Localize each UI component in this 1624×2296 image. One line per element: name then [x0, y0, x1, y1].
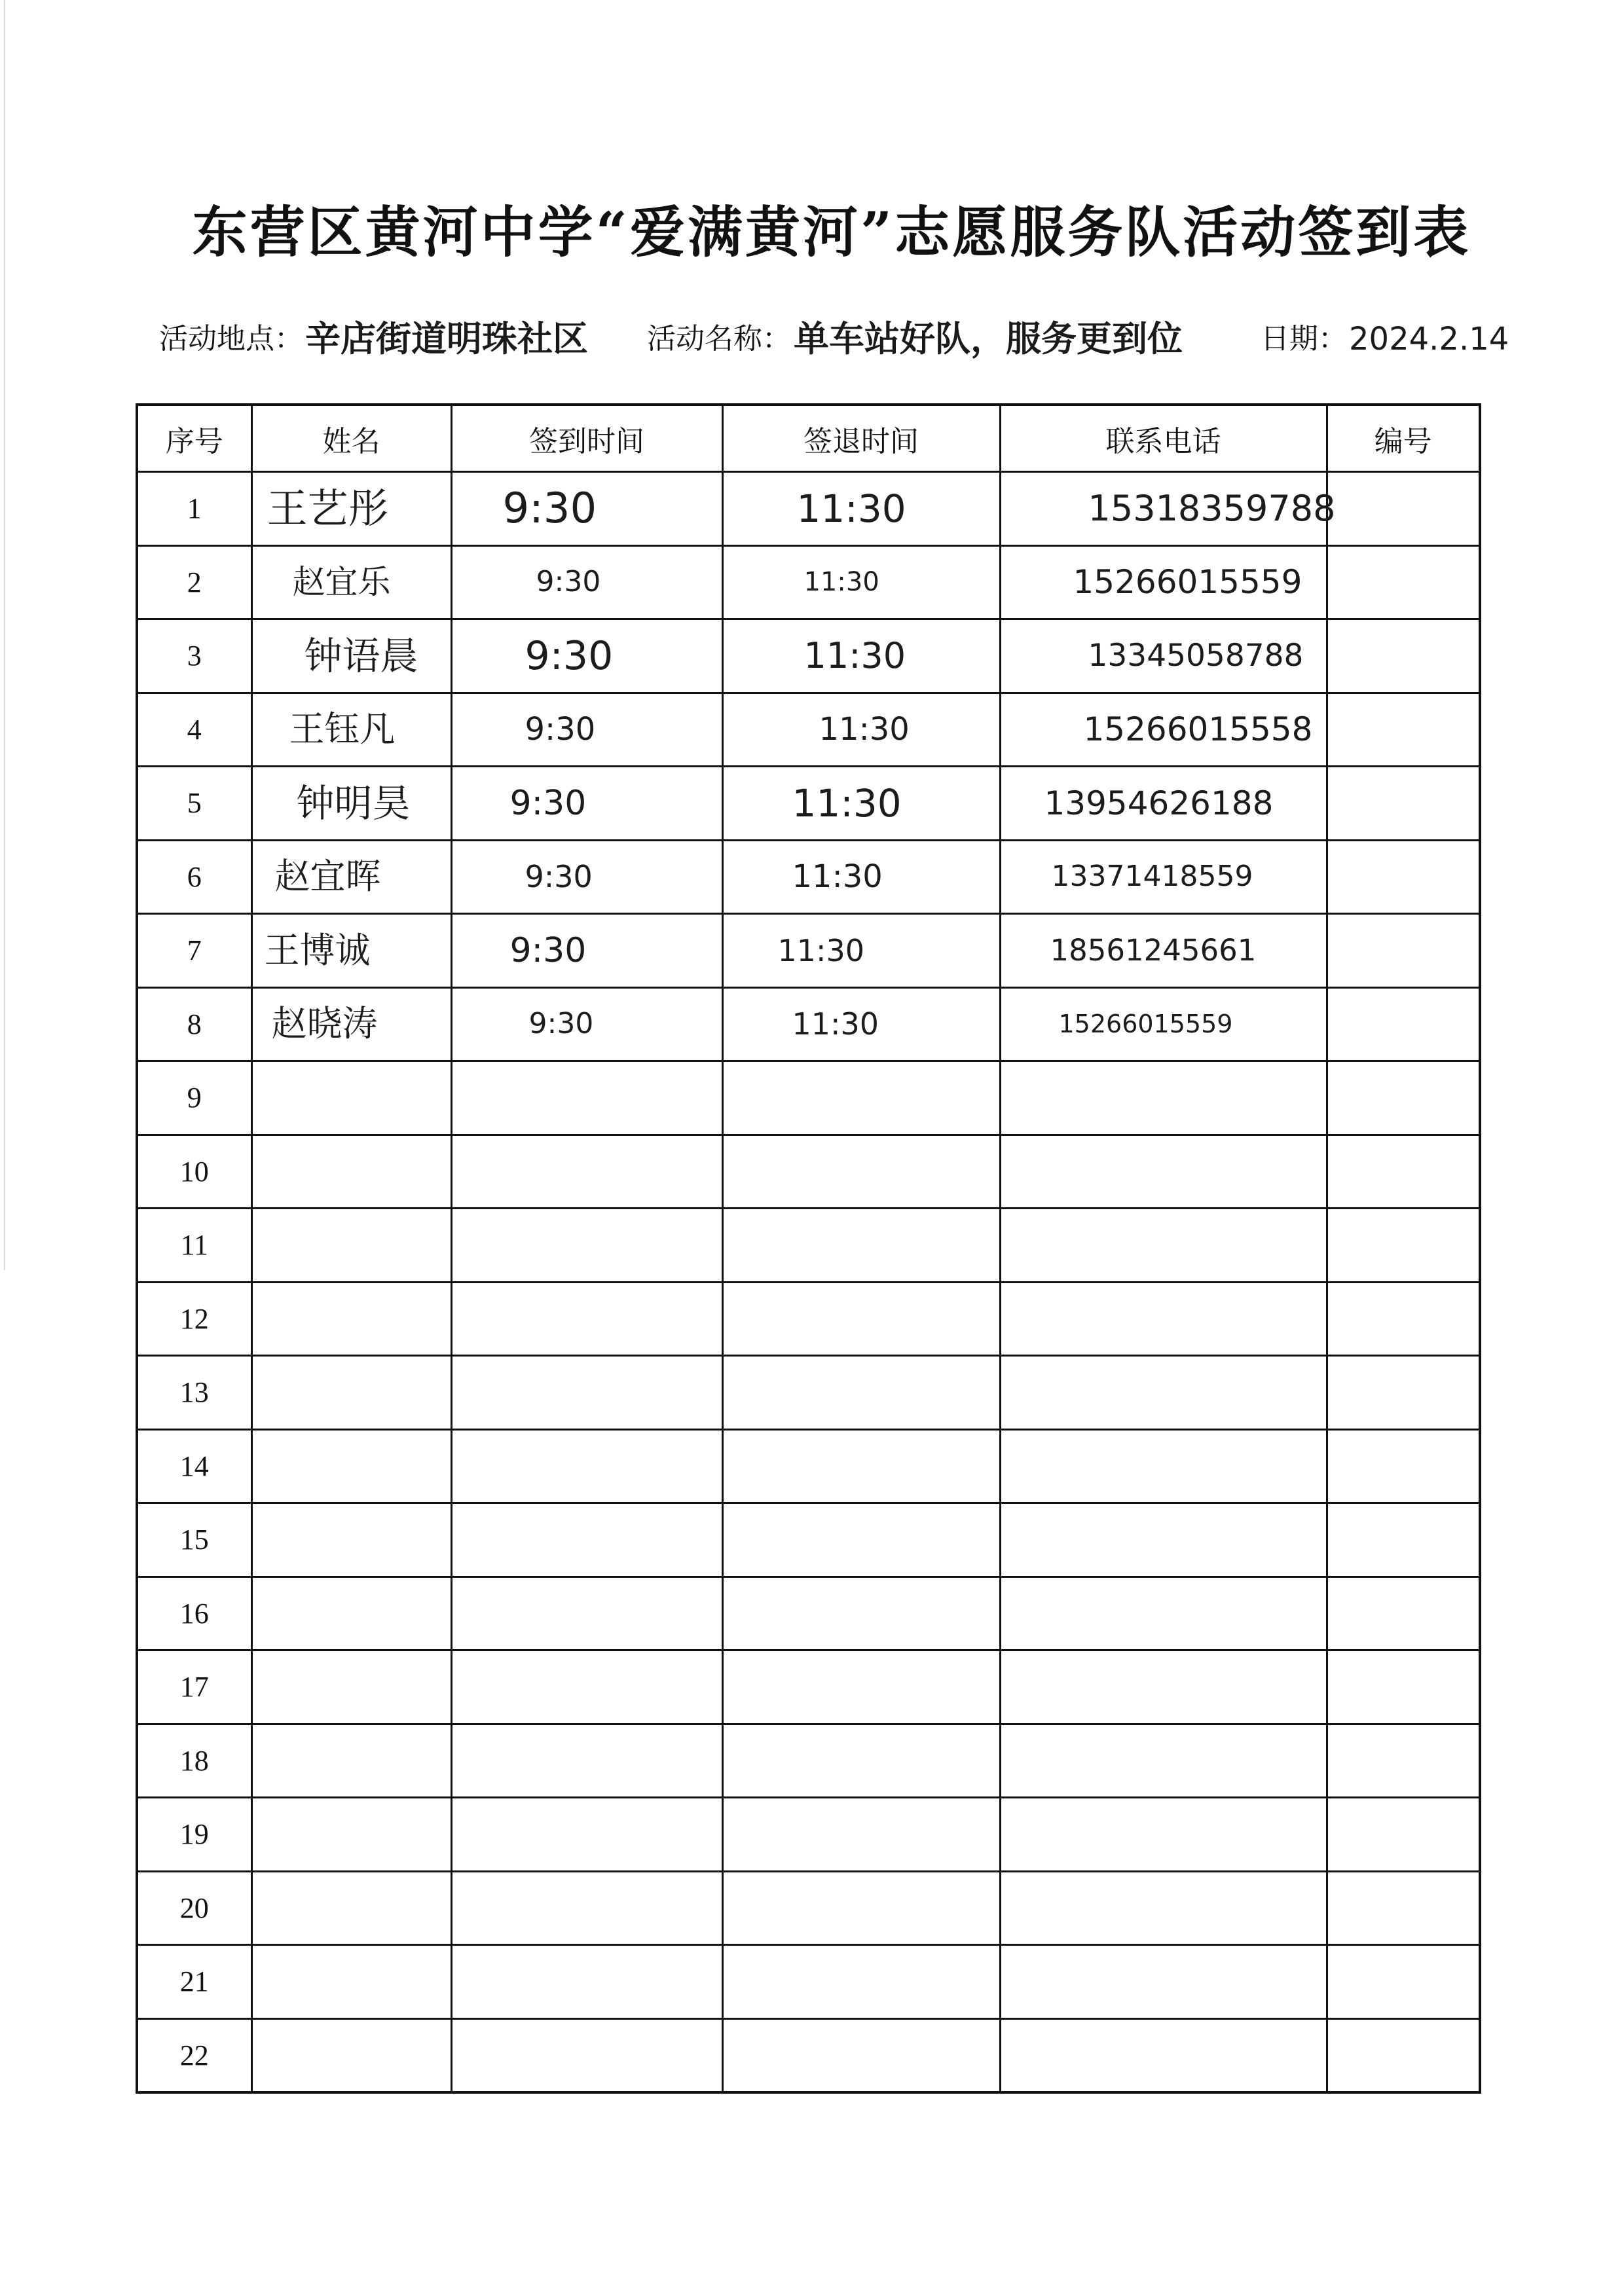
sign-in-time-cell: [451, 1061, 722, 1135]
name-cell: [251, 840, 451, 914]
sign-out-time-cell: [722, 1724, 1000, 1798]
phone-cell: [1000, 1282, 1327, 1356]
phone-cell: [1000, 1209, 1327, 1283]
phone-cell: [1000, 472, 1336, 546]
name-cell: [251, 1135, 451, 1209]
phone-cell: [1000, 914, 1327, 988]
serial-number-cell: [137, 1429, 251, 1503]
sign-out-time-cell: [722, 1135, 1000, 1209]
name-cell: [251, 2018, 451, 2092]
sign-out-time: 11:30: [803, 634, 906, 676]
serial-number: 5: [187, 787, 202, 820]
code-cell: [1327, 1135, 1480, 1209]
name-cell: [251, 1282, 451, 1356]
serial-number-cell: [137, 1724, 251, 1798]
header-sign-in-time: 签到时间: [451, 405, 722, 472]
sign-out-time-cell: [722, 1209, 1000, 1283]
serial-number-cell: [137, 472, 251, 546]
table-row: [137, 1061, 1480, 1135]
sign-out-time: 11:30: [792, 858, 883, 896]
table-body: [137, 472, 1480, 2093]
table-row: [137, 1429, 1480, 1503]
serial-number-cell: [137, 1503, 251, 1577]
code-cell: [1327, 2018, 1480, 2092]
table-row: [137, 1945, 1480, 2019]
phone-number: 13954626188: [1044, 784, 1274, 822]
signer-name: 赵宜乐: [292, 563, 391, 602]
name-cell: [251, 1356, 451, 1430]
sign-out-time-cell: [722, 1576, 1000, 1650]
phone-number: 13371418559: [1051, 860, 1253, 894]
signer-name: 赵晓涛: [271, 1003, 378, 1045]
name-cell: [251, 987, 451, 1061]
sign-out-time-cell: [722, 1503, 1000, 1577]
sign-out-time-cell: [722, 840, 1000, 914]
name-cell: [251, 1650, 451, 1724]
sign-in-time-cell: [451, 840, 722, 914]
serial-number-cell: [137, 987, 251, 1061]
sign-out-time-cell: [722, 2018, 1000, 2092]
phone-cell: [1000, 1576, 1327, 1650]
table-row: [137, 545, 1480, 619]
name-cell: [251, 1798, 451, 1872]
phone-cell: [1000, 1356, 1327, 1430]
sign-in-time-cell: [451, 1871, 722, 1945]
sign-in-time: 9:30: [536, 565, 601, 599]
sign-out-time-cell: [722, 1945, 1000, 2019]
serial-number: 15: [179, 1523, 209, 1556]
sign-in-time: 9:30: [525, 632, 614, 679]
phone-number: 15266015558: [1083, 710, 1313, 749]
serial-number: 12: [179, 1302, 209, 1335]
sign-out-time: 11:30: [792, 780, 902, 826]
table-row: [137, 619, 1480, 693]
location-label: 活动地点：: [159, 322, 303, 355]
table-row: [137, 472, 1480, 546]
code-cell: [1327, 914, 1480, 988]
code-cell: [1327, 545, 1480, 619]
sign-out-time: 11:30: [803, 567, 879, 598]
sign-in-time-cell: [451, 1945, 722, 2019]
sign-out-time-cell: [722, 1871, 1000, 1945]
header-name: 姓名: [251, 405, 451, 472]
serial-number-cell: [137, 1356, 251, 1430]
code-cell: [1327, 1871, 1480, 1945]
sign-out-time-cell: [722, 914, 1000, 988]
sign-in-time: 9:30: [509, 783, 587, 823]
signer-name: 钟语晨: [304, 633, 418, 678]
code-cell: [1327, 1061, 1480, 1135]
location-value: 辛店街道明珠社区: [305, 318, 588, 359]
sign-in-time-cell: [451, 1503, 722, 1577]
phone-cell: [1000, 1724, 1327, 1798]
table-row: [137, 1135, 1480, 1209]
phone-cell: [1000, 619, 1327, 693]
serial-number: 20: [179, 1891, 209, 1924]
table-header-row: [137, 405, 1480, 472]
sign-in-time: 9:30: [525, 859, 593, 895]
table-row: [137, 1503, 1480, 1577]
sign-out-time-cell: [722, 472, 1000, 546]
serial-number-cell: [137, 767, 251, 841]
serial-number: 2: [187, 566, 202, 598]
table-row: [137, 693, 1480, 767]
activity-name-label: 活动名称：: [647, 322, 791, 355]
name-cell: [251, 767, 451, 841]
signer-name: 王博诚: [264, 929, 371, 971]
sign-in-time-cell: [451, 1135, 722, 1209]
code-cell: [1327, 1282, 1480, 1356]
name-cell: [251, 1061, 451, 1135]
table-row: [137, 987, 1480, 1061]
serial-number: 1: [187, 492, 202, 525]
sign-in-time-cell: [451, 1429, 722, 1503]
table-row: [137, 1282, 1480, 1356]
sign-in-time: 9:30: [509, 930, 587, 970]
sign-in-time-cell: [451, 1724, 722, 1798]
serial-number-cell: [137, 914, 251, 988]
sign-in-time-cell: [451, 767, 722, 841]
table-row: [137, 914, 1480, 988]
serial-number-cell: [137, 619, 251, 693]
code-cell: [1327, 1356, 1480, 1430]
sign-out-time-cell: [722, 1356, 1000, 1430]
serial-number-cell: [137, 1871, 251, 1945]
name-cell: [251, 1429, 451, 1503]
sign-in-time-cell: [451, 1576, 722, 1650]
sign-in-time-cell: [451, 1282, 722, 1356]
scan-edge-line: [4, 0, 5, 1270]
phone-cell: [1000, 1871, 1327, 1945]
phone-cell: [1000, 840, 1327, 914]
code-cell: [1327, 693, 1480, 767]
sign-in-time: 9:30: [525, 711, 596, 748]
serial-number-cell: [137, 1061, 251, 1135]
serial-number: 18: [179, 1744, 209, 1777]
header-phone: 联系电话: [1000, 405, 1327, 472]
phone-cell: [1000, 1650, 1327, 1724]
sign-out-time: 11:30: [796, 486, 906, 531]
phone-cell: [1000, 693, 1327, 767]
signer-name: 钟明昊: [296, 780, 411, 826]
name-cell: [251, 914, 451, 988]
name-cell: [251, 1209, 451, 1283]
sign-in-time-cell: [451, 1356, 722, 1430]
sign-in-time-cell: [451, 2018, 722, 2092]
serial-number-cell: [137, 1650, 251, 1724]
sign-out-time-cell: [722, 1282, 1000, 1356]
serial-number-cell: [137, 1798, 251, 1872]
sign-in-time-cell: [451, 693, 722, 767]
sign-in-time-cell: [451, 472, 722, 546]
table-row: [137, 840, 1480, 914]
code-cell: [1327, 1429, 1480, 1503]
serial-number-cell: [137, 1282, 251, 1356]
sign-out-time: 11:30: [792, 1006, 879, 1042]
code-cell: [1327, 1576, 1480, 1650]
table-row: [137, 1356, 1480, 1430]
name-cell: [251, 1724, 451, 1798]
sign-out-time-cell: [722, 767, 1000, 841]
header-code: 编号: [1327, 405, 1480, 472]
date-value: 2024.2.14: [1349, 321, 1509, 357]
serial-number-cell: [137, 840, 251, 914]
serial-number: 6: [187, 860, 202, 893]
phone-cell: [1000, 1798, 1327, 1872]
phone-cell: [1000, 2018, 1327, 2092]
code-cell: [1327, 767, 1480, 841]
signer-name: 王钰凡: [289, 708, 396, 750]
name-cell: [251, 545, 451, 619]
phone-number: 18561245661: [1050, 933, 1257, 968]
sign-in-time-cell: [451, 1650, 722, 1724]
serial-number: 8: [187, 1008, 202, 1040]
serial-number-cell: [137, 1209, 251, 1283]
code-cell: [1327, 1209, 1480, 1283]
sign-in-table: [136, 403, 1481, 2094]
phone-cell: [1000, 1945, 1327, 2019]
phone-number: 15318359788: [1088, 487, 1336, 529]
name-cell: [251, 693, 451, 767]
serial-number: 7: [187, 934, 202, 967]
sign-out-time-cell: [722, 1650, 1000, 1724]
activity-name-value: 单车站好队，服务更到位: [794, 318, 1183, 359]
serial-number: 10: [179, 1155, 209, 1188]
table-row: [137, 1650, 1480, 1724]
serial-number-cell: [137, 1135, 251, 1209]
table-row: [137, 1576, 1480, 1650]
phone-cell: [1000, 1135, 1327, 1209]
sign-out-time-cell: [722, 619, 1000, 693]
header-serial-number: 序号: [137, 405, 251, 472]
serial-number-cell: [137, 1576, 251, 1650]
serial-number: 14: [179, 1449, 209, 1482]
code-cell: [1327, 1798, 1480, 1872]
phone-number: 15266015559: [1058, 1010, 1233, 1039]
serial-number: 4: [187, 713, 202, 746]
sign-in-time-cell: [451, 987, 722, 1061]
sign-out-time-cell: [722, 987, 1000, 1061]
phone-cell: [1000, 767, 1327, 841]
header-sign-out-time: 签退时间: [722, 405, 1000, 472]
sign-out-time-cell: [722, 1061, 1000, 1135]
code-cell: [1327, 987, 1480, 1061]
code-cell: [1327, 1650, 1480, 1724]
table-row: [137, 2018, 1480, 2092]
serial-number: 22: [179, 2039, 209, 2071]
sign-in-time-cell: [451, 1209, 722, 1283]
sign-out-time-cell: [722, 1429, 1000, 1503]
name-cell: [251, 1576, 451, 1650]
sign-out-time: 11:30: [819, 711, 910, 748]
sign-out-time-cell: [722, 693, 1000, 767]
serial-number-cell: [137, 1945, 251, 2019]
sign-in-time-cell: [451, 1798, 722, 1872]
table-row: [137, 1871, 1480, 1945]
phone-cell: [1000, 545, 1327, 619]
serial-number: 13: [179, 1376, 209, 1409]
name-cell: [251, 1945, 451, 2019]
code-cell: [1327, 840, 1480, 914]
table-row: [137, 767, 1480, 841]
serial-number-cell: [137, 545, 251, 619]
sign-in-time-cell: [451, 545, 722, 619]
name-cell: [251, 1871, 451, 1945]
sign-in-time-cell: [451, 914, 722, 988]
table-row: [137, 1209, 1480, 1283]
sign-out-time-cell: [722, 545, 1000, 619]
phone-cell: [1000, 987, 1327, 1061]
code-cell: [1327, 1945, 1480, 2019]
date-label: 日期：: [1261, 322, 1347, 355]
name-cell: [251, 472, 451, 546]
signer-name: 赵宜晖: [274, 856, 381, 898]
table-row: [137, 1724, 1480, 1798]
code-cell: [1327, 1724, 1480, 1798]
code-cell: [1327, 472, 1480, 546]
name-cell: [251, 1503, 451, 1577]
sign-out-time-cell: [722, 1798, 1000, 1872]
phone-number: 13345058788: [1088, 638, 1304, 674]
phone-cell: [1000, 1503, 1327, 1577]
phone-cell: [1000, 1061, 1327, 1135]
serial-number: 19: [179, 1818, 209, 1851]
serial-number: 11: [180, 1229, 208, 1262]
phone-number: 15266015559: [1073, 563, 1302, 602]
sign-in-time: 9:30: [502, 484, 597, 533]
table-row: [137, 1798, 1480, 1872]
phone-cell: [1000, 1429, 1327, 1503]
serial-number: 9: [187, 1082, 202, 1114]
serial-number: 21: [179, 1965, 209, 1998]
serial-number-cell: [137, 693, 251, 767]
name-cell: [251, 619, 451, 693]
sign-out-time: 11:30: [777, 932, 865, 968]
serial-number: 16: [179, 1597, 209, 1630]
code-cell: [1327, 1503, 1480, 1577]
page-title: 东营区黄河中学“爱满黄河”志愿服务队活动签到表: [192, 200, 1471, 264]
signer-name: 王艺彤: [267, 484, 389, 532]
serial-number: 17: [179, 1671, 209, 1704]
sign-in-time-cell: [451, 619, 722, 693]
code-cell: [1327, 619, 1480, 693]
serial-number-cell: [137, 2018, 251, 2092]
sign-in-time: 9:30: [528, 1007, 594, 1041]
serial-number: 3: [187, 640, 202, 672]
